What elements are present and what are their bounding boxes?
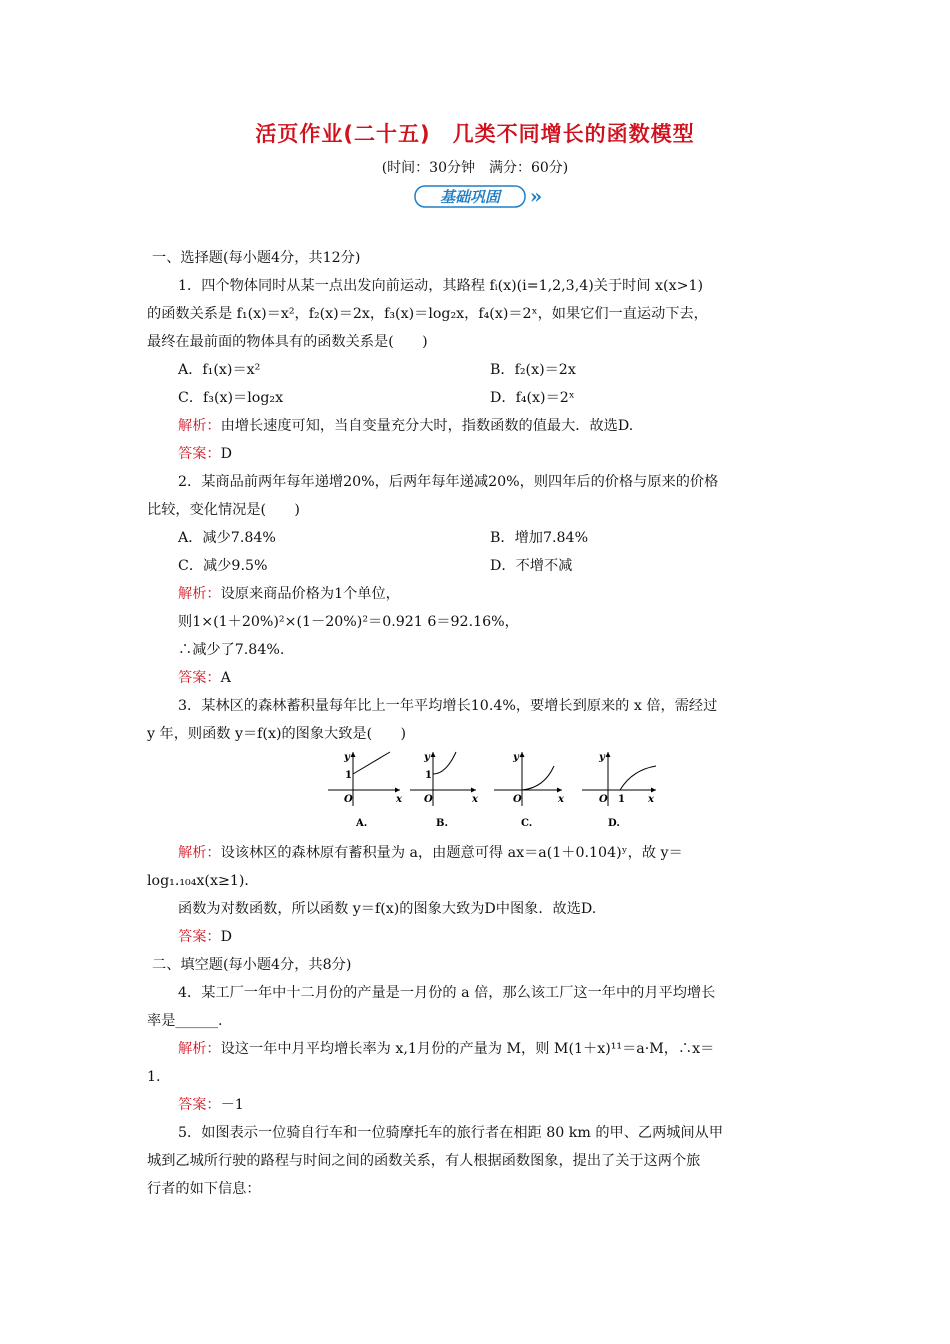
q3-stem-line-2: y 年，则函数 y＝f(x)的图象大致是( ) — [147, 726, 407, 742]
analysis-label: 解析： — [178, 845, 221, 861]
graph-a-x-label: x — [396, 794, 402, 805]
analysis-label: 解析： — [178, 1041, 221, 1057]
q5-stem-line-1: 5．如图表示一位骑自行车和一位骑摩托车的旅行者在相距 80 km 的甲、乙两城间从甲 — [178, 1125, 724, 1141]
q2-option-a: A．减少7.84% — [178, 530, 276, 546]
graph-d-caption: D. — [608, 818, 620, 829]
q1-stem-line-1: 1．四个物体同时从某一点出发向前运动，其路程 fᵢ(x)(i=1,2,3,4)关于时间 x(x>1) — [178, 278, 704, 294]
graph-b-tick-1: 1 — [425, 770, 432, 781]
graph-d — [582, 752, 656, 829]
analysis-text: 设原来商品价格为1个单位， — [220, 586, 400, 602]
q1-option-b: B．f₂(x)＝2x — [490, 362, 576, 378]
graph-b-caption: B. — [436, 818, 448, 829]
q1-option-d: D．f₄(x)＝2ˣ — [490, 390, 575, 406]
q2-option-d: D．不增不减 — [490, 558, 573, 574]
analysis-text: 由增长速度可知，当自变量充分大时，指数函数的值最大．故选D. — [220, 418, 634, 434]
q1-option-a: A．f₁(x)＝x² — [178, 362, 261, 378]
graph-a-y-label: y — [344, 752, 350, 763]
q2-stem-line-2: 比较，变化情况是( ) — [147, 502, 300, 518]
graph-a-caption: A. — [356, 818, 368, 829]
answer-text: D — [220, 446, 232, 462]
q1-stem-line-2: 的函数关系是 f₁(x)＝x²，f₂(x)＝2x，f₃(x)＝log₂x，f₄(x)＝2ˣ，如果它们一直运动下去， — [147, 306, 708, 322]
section-heading-fill: 二、填空题(每小题4分，共8分) — [152, 957, 352, 973]
graph-b — [410, 752, 479, 829]
graph-d-origin: O — [599, 794, 608, 805]
graph-c — [494, 752, 565, 829]
q4-analysis-2: 1. — [147, 1069, 161, 1085]
graph-c-caption: C. — [521, 818, 533, 829]
q4-analysis-1 — [178, 1039, 714, 1059]
answer-text: A — [220, 670, 231, 686]
q1-option-c: C．f₃(x)＝log₂x — [178, 390, 284, 406]
q4-stem-line-2: 率是______. — [147, 1013, 223, 1029]
q1-analysis — [178, 416, 633, 436]
section-heading-choice: 一、选择题(每小题4分，共12分) — [152, 250, 361, 266]
q2-option-b: B．增加7.84% — [490, 530, 589, 546]
q3-stem-line-1: 3．某林区的森林蓄积量每年比上一年平均增长10.4%，要增长到原来的 x 倍，需经过 — [178, 698, 718, 714]
graph-a-tick-1: 1 — [345, 770, 352, 781]
graph-c-origin: O — [513, 794, 522, 805]
q2-stem-line-1: 2．某商品前两年每年递增20%，后两年每年递减20%，则四年后的价格与原来的价格 — [178, 474, 719, 490]
page-title: 活页作业(二十五) 几类不同增长的函数模型 — [255, 122, 695, 146]
q3-analysis-3: 函数为对数函数，所以函数 y＝f(x)的图象大致为D中图象．故选D. — [178, 901, 597, 917]
answer-text: D — [220, 929, 232, 945]
answer-label: 答案： — [178, 929, 221, 945]
q2-analysis-1 — [178, 584, 400, 604]
q3-answer — [178, 927, 232, 947]
analysis-label: 解析： — [178, 586, 221, 602]
q4-answer — [178, 1095, 244, 1115]
q3-analysis-2: log₁.₁₀₄x(x≥1)． — [147, 873, 259, 889]
q2-option-c: C．减少9.5% — [178, 558, 268, 574]
q2-analysis-3: ∴减少了7.84%. — [178, 642, 285, 658]
q5-stem-line-2: 城到乙城所行驶的路程与时间之间的函数关系，有人根据函数图象，提出了关于这两个旅 — [147, 1153, 701, 1169]
analysis-label: 解析： — [178, 418, 221, 434]
graph-b-y-label: y — [424, 752, 430, 763]
analysis-text: 设这一年中月平均增长率为 x,1月份的产量为 M，则 M(1＋x)¹¹＝a·M，∴x＝ — [220, 1041, 715, 1057]
q1-answer — [178, 444, 232, 464]
q3-graphs-figure — [320, 748, 670, 834]
graph-d-y-label: y — [599, 752, 605, 763]
chevron-right-icon: » — [529, 184, 543, 208]
q2-answer — [178, 668, 231, 688]
banner-text: 基础巩固 — [439, 188, 501, 206]
q1-stem-line-3: 最终在最前面的物体具有的函数关系是( ) — [147, 334, 428, 350]
graph-c-x-label: x — [558, 794, 564, 805]
graph-b-origin: O — [424, 794, 433, 805]
answer-label: 答案： — [178, 670, 221, 686]
graph-d-tick-1: 1 — [618, 794, 625, 805]
q2-analysis-2: 则1×(1＋20%)²×(1－20%)²＝0.921 6＝92.16%， — [178, 614, 519, 630]
answer-text: －1 — [220, 1097, 244, 1113]
analysis-text: 设该林区的森林原有蓄积量为 a，由题意可得 ax＝a(1＋0.104)ʸ，故 y＝ — [220, 845, 683, 861]
q4-stem-line-1: 4．某工厂一年中十二月份的产量是一月份的 a 倍，那么该工厂这一年中的月平均增长 — [178, 985, 716, 1001]
page-subtitle: (时间：30分钟 满分：60分) — [381, 160, 569, 176]
graph-d-x-label: x — [648, 794, 654, 805]
section-banner — [414, 183, 550, 209]
q3-analysis-1 — [178, 843, 683, 863]
graph-a — [328, 752, 403, 829]
graph-a-origin: O — [344, 794, 353, 805]
answer-label: 答案： — [178, 446, 221, 462]
q5-stem-line-3: 行者的如下信息： — [147, 1181, 261, 1197]
graph-b-x-label: x — [472, 794, 478, 805]
graph-c-y-label: y — [513, 752, 519, 763]
answer-label: 答案： — [178, 1097, 221, 1113]
